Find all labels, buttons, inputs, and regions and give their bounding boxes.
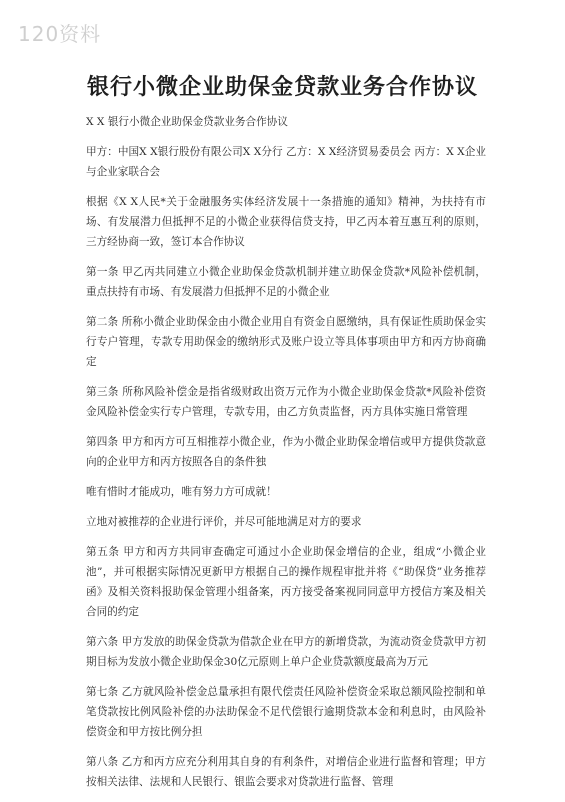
article-1: 第一条 甲乙丙共同建立小微企业助保金贷款机制并建立助保金贷款*风险补偿机制，重点扶持有市场、有发展潜力但抵押不足的小微企业 [86, 266, 486, 298]
paragraph-heading: X X 银行小微企业助保金贷款业务合作协议 [86, 116, 288, 128]
article-5: 第五条 甲方和丙方共同审查确定可通过小企业助保金增信的企业，组成“小微企业池”，并可根据实际情况更新甲方根据自己的操作规程审批并将《“助保贷”业务推荐函》及相关资料报助保金管理小组备案，丙方接受备案视同同意甲方授信方案及相关合同的约定 [86, 546, 486, 618]
watermark: 120资料 [18, 22, 102, 46]
document-body [86, 112, 486, 802]
article-8: 第八条 乙方和丙方应充分利用其自身的有利条件，对增信企业进行监督和管理；甲方按相关法律、法规和人民银行、银监会要求对贷款进行监督、管理 [86, 756, 486, 788]
article-7: 第七条 乙方就风险补偿金总量承担有限代偿责任风险补偿资金采取总额风险控制和单笔贷款按比例风险补偿的办法助保金不足代偿银行逾期贷款本金和利息时，由风险补偿资金和甲方按比例分担 [86, 686, 486, 738]
article-3: 第三条 所称风险补偿金是指省级财政出资万元作为小微企业助保金贷款*风险补偿资金风险补偿金实行专户管理，专款专用，由乙方负责监督，丙方具体实施日常管理 [86, 386, 486, 418]
article-2: 第二条 所称小微企业助保金由小微企业用自有资金自愿缴纳，具有保证性质助保金实行专户管理，专款专用助保金的缴纳形式及账户设立等具体事项由甲方和丙方协商确定 [86, 316, 486, 368]
paragraph-parties: 甲方：中国X X银行股份有限公司X X分行 乙方：X X经济贸易委员会 丙方：X X企业与企业家联合会 [86, 146, 486, 178]
article-6: 第六条 甲方发放的助保金贷款为借款企业在甲方的新增贷款，为流动资金贷款甲方初期目标为发放小微企业助保金30亿元原则上单户企业贷款额度最高为万元 [86, 636, 486, 668]
article-4: 第四条 甲方和丙方可互相推荐小微企业，作为小微企业助保金增信或甲方提供贷款意向的企业甲方和丙方按照各自的条件独 [86, 436, 486, 468]
article-4-continued: 立地对被推荐的企业进行评价，并尽可能地满足对方的要求 [86, 516, 362, 528]
paragraph-preamble: 根据《X X人民*关于金融服务实体经济发展十一条措施的通知》精神，为扶持有市场、有发展潜力但抵押不足的小微企业获得信贷支持，甲乙丙本着互惠互利的原则，三方经协商一致，签订本合作协议 [86, 196, 486, 248]
document-title: 银行小微企业助保金贷款业务合作协议 [86, 75, 478, 100]
inserted-motto: 唯有惜时才能成功，唯有努力方可成就！ [86, 486, 277, 498]
